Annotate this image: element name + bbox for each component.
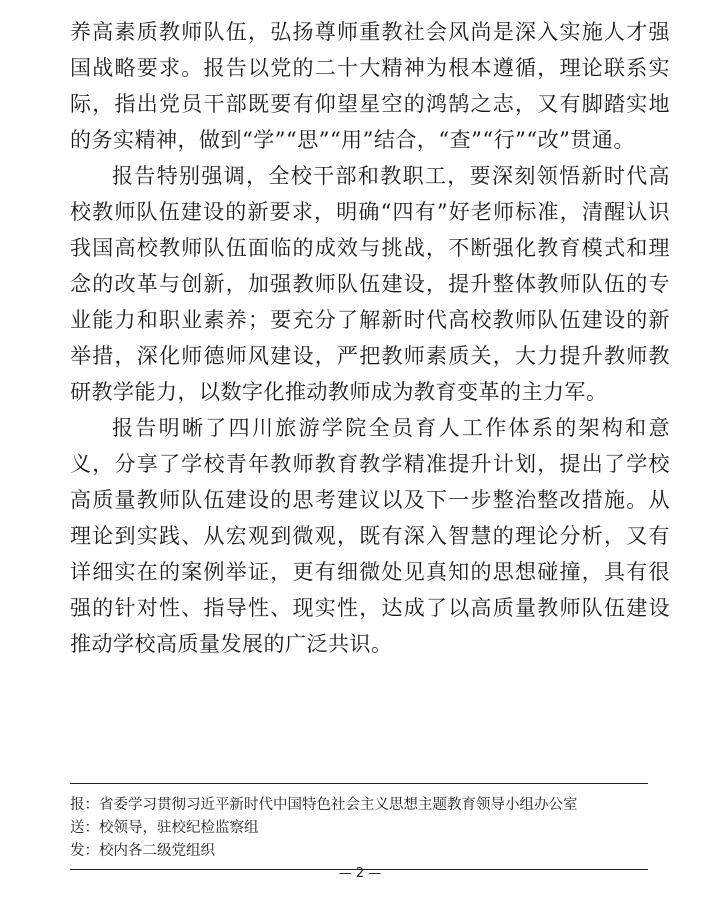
footer-send-to: 送：校领导，驻校纪检监察组 xyxy=(70,820,259,836)
paragraph-2: 报告特别强调，全校干部和教职工，要深刻领悟新时代高校教师队伍建设的新要求，明确“四有”好老师标准，清醒认识我国高校教师队伍面临的成效与挑战，不断强化教育模式和理念的改革与创新，加强教师队伍建设，提升整体教师队伍的专业能力和职业素养；要充分了解新时代高校教师队伍建设的新举措，深化师德师风建设，严把教师素质关，大力提升教师教研教学能力，以数字化推动教师成为教育变革的主力军。 xyxy=(70,164,670,404)
footer-report-to: 报：省委学习贯彻习近平新时代中国特色社会主义思想主题教育领导小组办公室 xyxy=(70,797,578,813)
document-body xyxy=(70,14,670,662)
footer-lines xyxy=(70,784,648,869)
distribution-footer xyxy=(70,783,648,870)
page-number: — 2 — xyxy=(338,866,382,881)
paragraph-1: 养高素质教师队伍，弘扬尊师重教社会风尚是深入实施人才强国战略要求。报告以党的二十大精神为根本遵循，理论联系实际，指出党员干部既要有仰望星空的鸿鹄之志，又有脚踏实地的务实精神，做到“学”“思”“用”结合，“查”“行”“改”贯通。 xyxy=(70,20,670,152)
paragraph-3: 报告明晰了四川旅游学院全员育人工作体系的架构和意义，分享了学校青年教师教育教学精准提升计划，提出了学校高质量教师队伍建设的思考建议以及下一步整治整改措施。从理论到实践、从宏观到微观，既有深入智慧的理论分析，又有详细实在的案例举证，更有细微处见真知的思想碰撞，具有很强的针对性、指导性、现实性，达成了以高质量教师队伍建设推动学校高质量发展的广泛共识。 xyxy=(70,416,670,656)
footer-distribute-to: 发：校内各二级党组织 xyxy=(70,843,215,859)
